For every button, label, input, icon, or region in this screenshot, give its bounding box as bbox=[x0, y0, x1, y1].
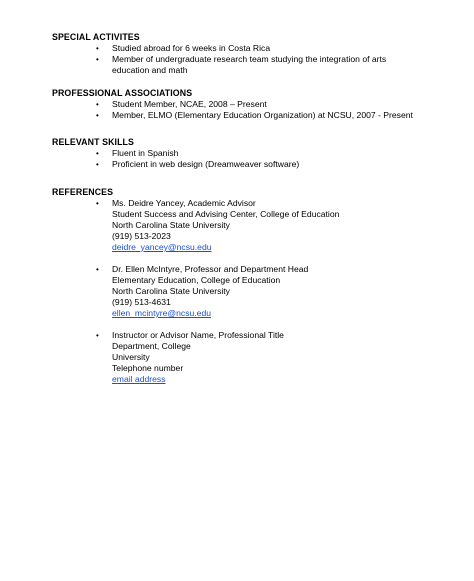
reference-department: Elementary Education, College of Education bbox=[112, 275, 281, 285]
bullet-icon: • bbox=[96, 265, 99, 274]
references-list bbox=[52, 198, 452, 385]
reference-institution: University bbox=[112, 352, 150, 362]
bullet-icon: • bbox=[96, 100, 99, 109]
relevant-skills-heading: RELEVANT SKILLS bbox=[52, 137, 134, 147]
list-item bbox=[52, 148, 452, 159]
reference-email-link[interactable]: deidre_yancey@ncsu.edu bbox=[112, 242, 212, 252]
list-item bbox=[52, 43, 452, 54]
special-activities-section bbox=[52, 32, 452, 76]
list-item bbox=[52, 54, 412, 76]
reference-phone: (919) 513-2023 bbox=[112, 231, 171, 241]
relevant-skills-list bbox=[52, 148, 452, 170]
references-heading: REFERENCES bbox=[52, 187, 114, 197]
reference-item bbox=[52, 198, 452, 253]
list-item-text: Member of undergraduate research team studying the integration of arts education and math bbox=[112, 54, 387, 75]
reference-institution: North Carolina State University bbox=[112, 286, 230, 296]
list-item-text: Fluent in Spanish bbox=[112, 148, 179, 158]
reference-item bbox=[52, 330, 452, 385]
list-item-text: Proficient in web design (Dreamweaver software) bbox=[112, 159, 300, 169]
bullet-icon: • bbox=[96, 331, 99, 340]
special-activities-heading: SPECIAL ACTIVITES bbox=[52, 32, 140, 42]
bullet-icon: • bbox=[96, 44, 99, 53]
reference-institution: North Carolina State University bbox=[112, 220, 230, 230]
reference-email-link[interactable]: email address bbox=[112, 374, 166, 384]
reference-department: Student Success and Advising Center, College of Education bbox=[112, 209, 340, 219]
bullet-icon: • bbox=[96, 160, 99, 169]
reference-phone: (919) 513-4631 bbox=[112, 297, 171, 307]
special-activities-list bbox=[52, 43, 452, 76]
bullet-icon: • bbox=[96, 111, 99, 120]
reference-item bbox=[52, 264, 452, 319]
reference-name-title: Ms. Deidre Yancey, Academic Advisor bbox=[112, 198, 256, 208]
bullet-icon: • bbox=[96, 55, 99, 64]
reference-name-title: Dr. Ellen McIntyre, Professor and Department Head bbox=[112, 264, 309, 274]
list-item-text: Student Member, NCAE, 2008 – Present bbox=[112, 99, 267, 109]
professional-associations-section bbox=[52, 88, 452, 121]
list-item-text: Member, ELMO (Elementary Education Organization) at NCSU, 2007 - Present bbox=[112, 110, 413, 120]
list-item-text: Studied abroad for 6 weeks in Costa Rica bbox=[112, 43, 271, 53]
reference-phone: Telephone number bbox=[112, 363, 184, 373]
reference-department: Department, College bbox=[112, 341, 191, 351]
list-item bbox=[52, 159, 452, 170]
list-item bbox=[52, 99, 452, 110]
reference-name-title: Instructor or Advisor Name, Professional Title bbox=[112, 330, 284, 340]
bullet-icon: • bbox=[96, 149, 99, 158]
list-item bbox=[52, 110, 452, 121]
professional-associations-heading: PROFESSIONAL ASSOCIATIONS bbox=[52, 88, 193, 98]
professional-associations-list bbox=[52, 99, 452, 121]
references-section bbox=[52, 187, 452, 396]
bullet-icon: • bbox=[96, 199, 99, 208]
reference-email-link[interactable]: ellen_mcintyre@ncsu.edu bbox=[112, 308, 212, 318]
relevant-skills-section bbox=[52, 137, 452, 170]
